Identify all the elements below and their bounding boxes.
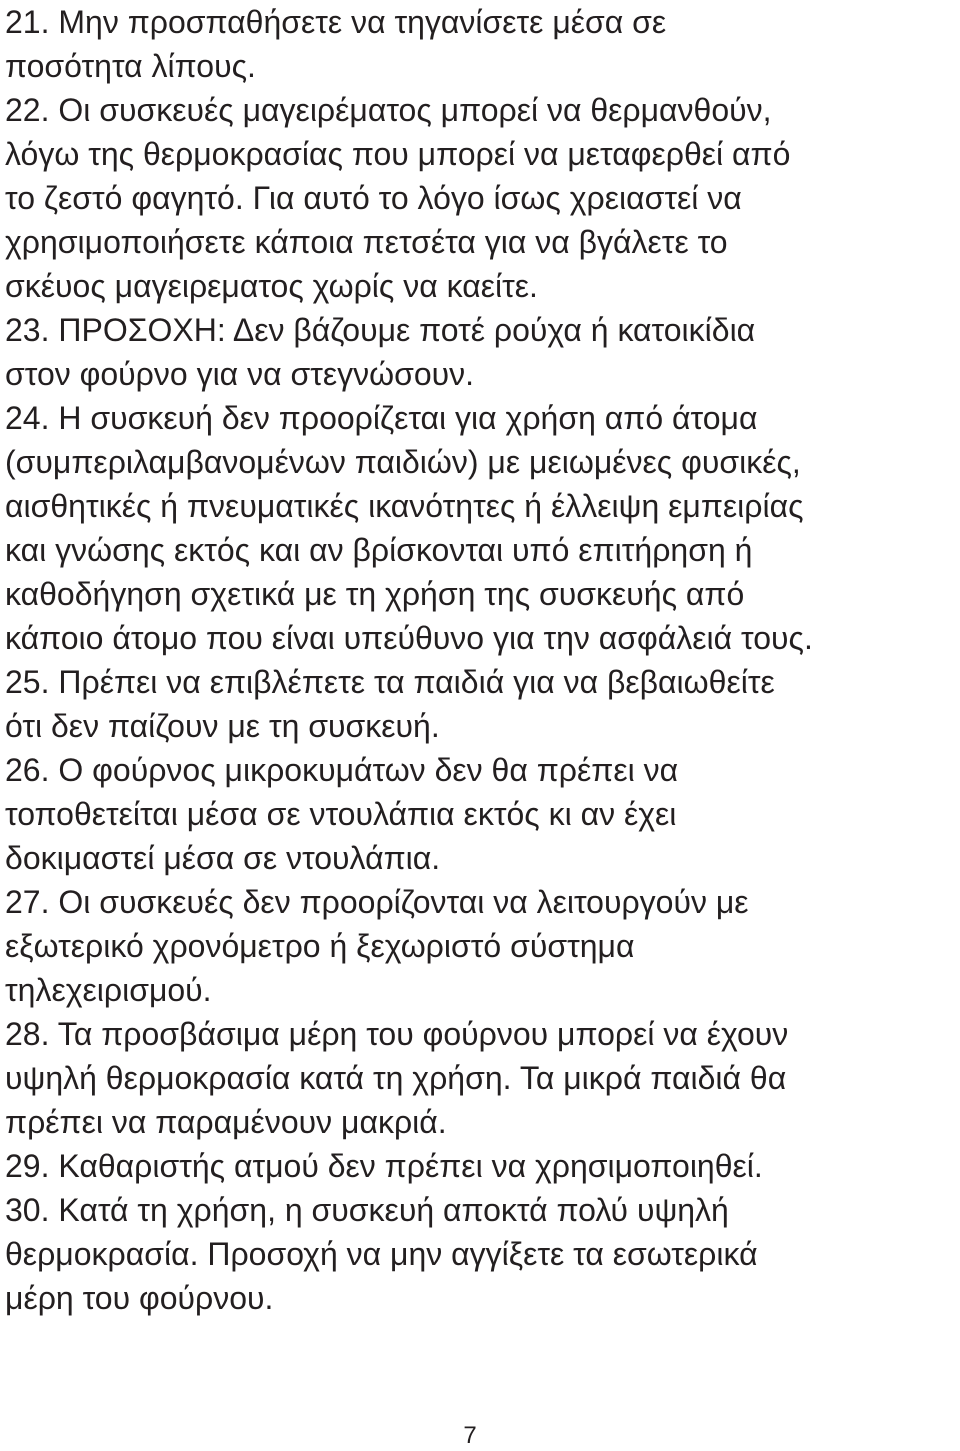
instruction-30 xyxy=(5,1188,955,1320)
page-number: 7 xyxy=(463,1422,477,1449)
instruction-29 xyxy=(5,1144,955,1188)
instruction-27 xyxy=(5,880,955,1012)
instruction-line: 24. Η συσκευή δεν προορίζεται για χρήση από άτομα xyxy=(5,400,758,436)
instruction-21 xyxy=(5,0,955,88)
instruction-line: και γνώσης εκτός και αν βρίσκονται υπό επιτήρηση ή xyxy=(5,532,753,568)
instruction-line: στον φούρνο για να στεγνώσουν. xyxy=(5,356,475,392)
instruction-line: μέρη του φούρνου. xyxy=(5,1280,274,1316)
instruction-line: δοκιμαστεί μέσα σε ντουλάπια. xyxy=(5,840,441,876)
instruction-23 xyxy=(5,308,955,396)
instruction-line: εξωτερικό χρονόμετρο ή ξεχωριστό σύστημα xyxy=(5,928,635,964)
instruction-line: (συμπεριλαμβανομένων παιδιών) με μειωμένες φυσικές, xyxy=(5,444,801,480)
instruction-26 xyxy=(5,748,955,880)
instruction-line: κάποιο άτομο που είναι υπεύθυνο για την ασφάλειά τους. xyxy=(5,620,813,656)
instruction-line: 23. ΠΡΟΣΟΧΗ: Δεν βάζουμε ποτέ ρούχα ή κατοικίδια xyxy=(5,312,756,348)
instruction-line: λόγω της θερμοκρασίας που μπορεί να μεταφερθεί από xyxy=(5,136,791,172)
instruction-line: 26. Ο φούρνος μικροκυμάτων δεν θα πρέπει να xyxy=(5,752,679,788)
instruction-line: 22. Οι συσκευές μαγειρέματος μπορεί να θερμανθούν, xyxy=(5,92,772,128)
instruction-line: χρησιμοποιήσετε κάποια πετσέτα για να βγάλετε το xyxy=(5,224,728,260)
instruction-line: τοποθετείται μέσα σε ντουλάπια εκτός κι αν έχει xyxy=(5,796,677,832)
instruction-22 xyxy=(5,88,955,308)
instruction-line: 30. Κατά τη χρήση, η συσκευή αποκτά πολύ υψηλή xyxy=(5,1192,729,1228)
instruction-line: 28. Τα προσβάσιμα μέρη του φούρνου μπορεί να έχουν xyxy=(5,1016,789,1052)
instruction-line: πρέπει να παραμένουν μακριά. xyxy=(5,1104,447,1140)
instruction-line: 25. Πρέπει να επιβλέπετε τα παιδιά για να βεβαιωθείτε xyxy=(5,664,775,700)
instruction-line: 27. Οι συσκευές δεν προορίζονται να λειτουργούν με xyxy=(5,884,749,920)
instruction-24 xyxy=(5,396,955,660)
instruction-line: καθοδήγηση σχετικά με τη χρήση της συσκευής από xyxy=(5,576,745,612)
instruction-line: 21. Μην προσπαθήσετε να τηγανίσετε μέσα σε xyxy=(5,4,667,40)
instruction-line: σκέυος μαγειρεματος χωρίς να καείτε. xyxy=(5,268,538,304)
instruction-28 xyxy=(5,1012,955,1144)
instruction-line: 29. Καθαριστής ατμού δεν πρέπει να χρησιμοποιηθεί. xyxy=(5,1148,763,1184)
instruction-line: αισθητικές ή πνευματικές ικανότητες ή έλλειψη εμπειρίας xyxy=(5,488,804,524)
safety-instructions-list xyxy=(5,0,955,1320)
instruction-line: υψηλή θερμοκρασία κατά τη χρήση. Τα μικρά παιδιά θα xyxy=(5,1060,787,1096)
instruction-25 xyxy=(5,660,955,748)
instruction-line: θερμοκρασία. Προσοχή να μην αγγίξετε τα εσωτερικά xyxy=(5,1236,758,1272)
instruction-line: τηλεχειρισμού. xyxy=(5,972,212,1008)
instruction-line: ότι δεν παίζουν με τη συσκευή. xyxy=(5,708,440,744)
instruction-line: ποσότητα λίπους. xyxy=(5,48,256,84)
instruction-line: το ζεστό φαγητό. Για αυτό το λόγο ίσως χρειαστεί να xyxy=(5,180,742,216)
